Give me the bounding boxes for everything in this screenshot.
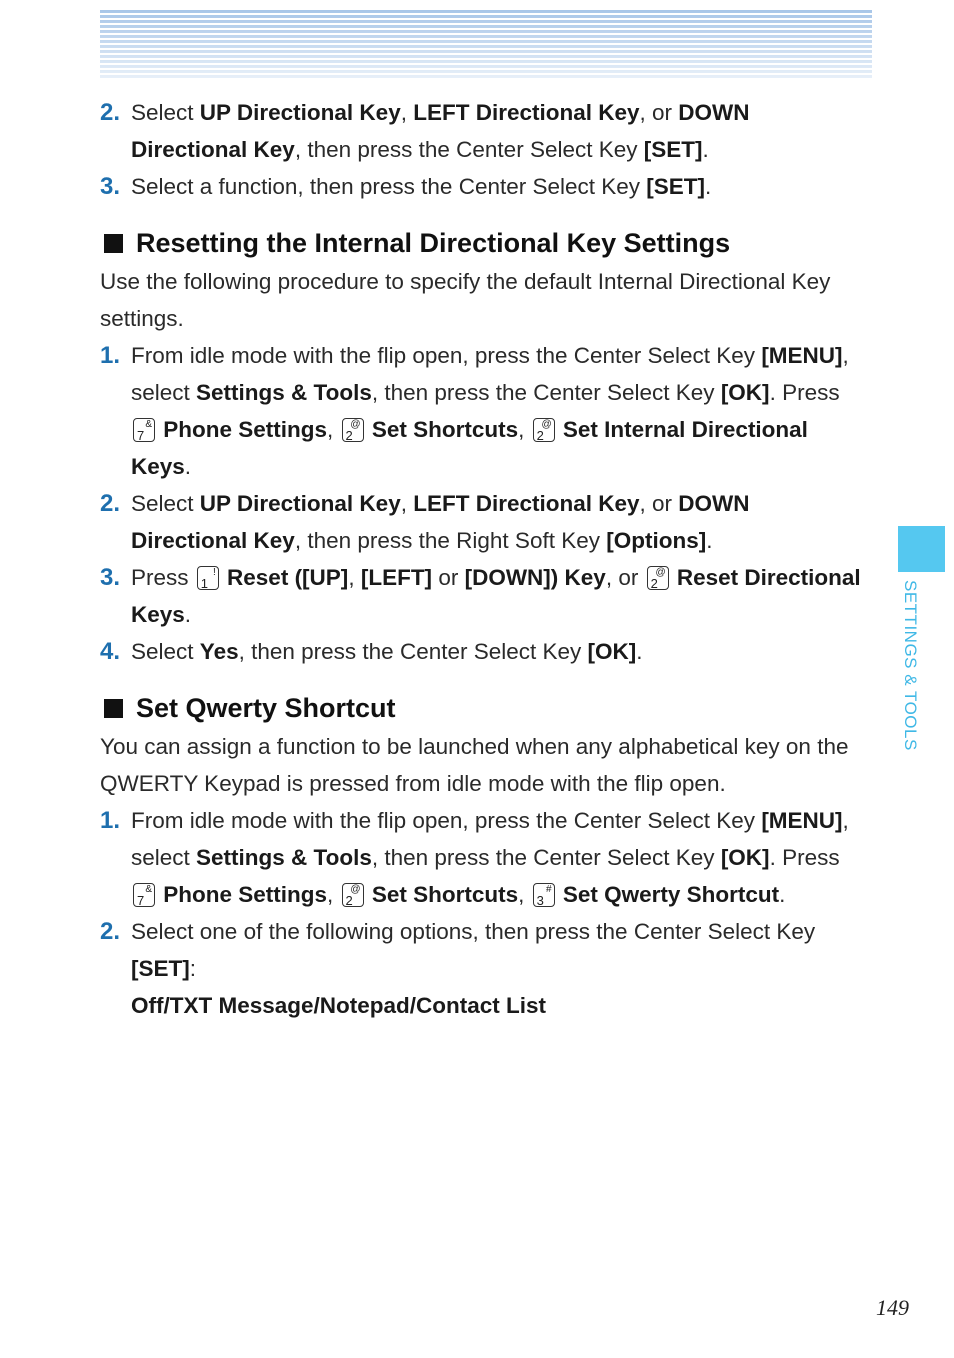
text: , or [639, 491, 679, 516]
menu-name: Set Shortcuts [371, 417, 519, 442]
text: . [184, 602, 192, 627]
text: , or [605, 565, 645, 590]
text: , then press the Center Select Key [371, 845, 721, 870]
key-name: DOWN Directional Key [131, 100, 750, 162]
keypad-1-icon [197, 566, 219, 590]
text: , [327, 882, 340, 907]
text: , then press the Center Select Key [371, 380, 721, 405]
qwerty-step-1 [100, 802, 870, 913]
menu-name: Set Internal Directional Keys [131, 417, 808, 479]
text: , [327, 417, 340, 442]
text: , [518, 882, 531, 907]
key-digit: 2 [345, 893, 353, 908]
text: , then press the Right Soft Key [294, 528, 607, 553]
text: . [705, 174, 712, 199]
header-band [100, 10, 872, 80]
menu-name: Settings & Tools [196, 845, 372, 870]
text: . [779, 882, 786, 907]
text: Press [131, 565, 195, 590]
reset-step-1 [100, 337, 870, 485]
section-heading-qwerty [100, 690, 870, 726]
page-content [100, 94, 870, 1024]
page-number: 149 [876, 1295, 909, 1320]
step-number: 3. [100, 173, 121, 200]
key-digit: 7 [137, 893, 145, 908]
text: , [400, 491, 414, 516]
reset-step-3 [100, 559, 870, 633]
keypad-2-icon [533, 418, 555, 442]
menu-name: [LEFT] [360, 565, 433, 590]
square-bullet-icon [104, 699, 123, 718]
section-tab [898, 526, 945, 572]
text: From idle mode with the flip open, press the Center Select Key [131, 808, 762, 833]
softkey-label: [Options] [606, 528, 707, 553]
text: . [706, 528, 713, 553]
key-symbol: & [145, 419, 152, 430]
key-symbol: & [145, 884, 152, 895]
key-symbol: @ [655, 567, 666, 578]
step-number: 1. [100, 342, 121, 369]
key-symbol: @ [541, 419, 552, 430]
step-number: 2. [100, 490, 121, 517]
softkey-label: [SET] [646, 174, 706, 199]
menu-name: Set Qwerty Shortcut [562, 882, 780, 907]
text: , [348, 565, 361, 590]
step-number: 1. [100, 807, 121, 834]
text: Select [131, 100, 200, 125]
menu-name: Reset ([UP] [227, 565, 349, 590]
section-intro: You can assign a function to be launched when any alphabetical key on the QWERTY Keypad is pressed from idle mode with the flip open. [100, 734, 849, 796]
softkey-label: [OK] [720, 380, 770, 405]
qwerty-step-2 [100, 913, 870, 987]
step-number: 2. [100, 99, 121, 126]
keypad-2-icon [342, 418, 364, 442]
text: Select one of the following options, then press the Center Select Key [131, 919, 816, 944]
text: Select [131, 491, 200, 516]
section-side-label: SETTINGS & TOOLS [901, 580, 920, 751]
key-digit: 3 [536, 893, 544, 908]
softkey-label: [OK] [587, 639, 637, 664]
key-name: LEFT Directional Key [413, 491, 640, 516]
text: . Press [769, 380, 840, 405]
key-digit: 1 [200, 576, 208, 591]
key-symbol: # [546, 884, 552, 895]
heading-text: Resetting the Internal Directional Key Settings [136, 228, 731, 258]
text: : [189, 956, 197, 981]
keypad-2-icon [342, 883, 364, 907]
softkey-label: [SET] [643, 137, 703, 162]
menu-name: Set Shortcuts [371, 882, 519, 907]
text: . [636, 639, 643, 664]
keypad-3-icon [533, 883, 555, 907]
reset-step-4 [100, 633, 870, 670]
key-name: UP Directional Key [199, 491, 401, 516]
top-step-2 [100, 94, 870, 168]
softkey-label: [MENU] [761, 343, 843, 368]
heading-text: Set Qwerty Shortcut [136, 693, 396, 723]
text: Select a function, then press the Center Select Key [131, 174, 647, 199]
section-heading-reset [100, 225, 870, 261]
option-list: Off/TXT Message/Notepad/Contact List [131, 993, 547, 1018]
key-symbol: ! [212, 567, 216, 578]
text: , or [639, 100, 679, 125]
reset-step-2 [100, 485, 870, 559]
text: , then press the Center Select Key [238, 639, 588, 664]
text: or [432, 565, 465, 590]
text: . [184, 454, 192, 479]
text: Select [131, 639, 200, 664]
text: , [518, 417, 531, 442]
menu-name: [DOWN]) Key [464, 565, 606, 590]
softkey-label: [MENU] [761, 808, 843, 833]
menu-name: Settings & Tools [196, 380, 372, 405]
text: , [400, 100, 414, 125]
menu-name: Phone Settings [163, 417, 328, 442]
keypad-2-icon [647, 566, 669, 590]
key-name: UP Directional Key [199, 100, 401, 125]
key-name: DOWN Directional Key [131, 491, 750, 553]
menu-name: Yes [199, 639, 239, 664]
text: . Press [769, 845, 840, 870]
key-digit: 2 [650, 576, 658, 591]
text: From idle mode with the flip open, press the Center Select Key [131, 343, 762, 368]
menu-name: Reset Directional Keys [131, 565, 861, 627]
key-name: LEFT Directional Key [413, 100, 640, 125]
key-digit: 7 [137, 428, 145, 443]
text: , then press the Center Select Key [294, 137, 644, 162]
text: , select [131, 808, 849, 870]
key-digit: 2 [345, 428, 353, 443]
key-symbol: @ [350, 419, 361, 430]
square-bullet-icon [104, 234, 123, 253]
key-symbol: @ [350, 884, 361, 895]
text: . [702, 137, 709, 162]
keypad-7-icon [133, 418, 155, 442]
key-digit: 2 [536, 428, 544, 443]
top-step-3 [100, 168, 870, 205]
step-number: 4. [100, 638, 121, 665]
keypad-7-icon [133, 883, 155, 907]
step-number: 2. [100, 918, 121, 945]
softkey-label: [OK] [720, 845, 770, 870]
section-intro: Use the following procedure to specify the default Internal Directional Key settings. [100, 269, 831, 331]
text: , select [131, 343, 849, 405]
menu-name: Phone Settings [163, 882, 328, 907]
step-number: 3. [100, 564, 121, 591]
softkey-label: [SET] [131, 956, 190, 981]
